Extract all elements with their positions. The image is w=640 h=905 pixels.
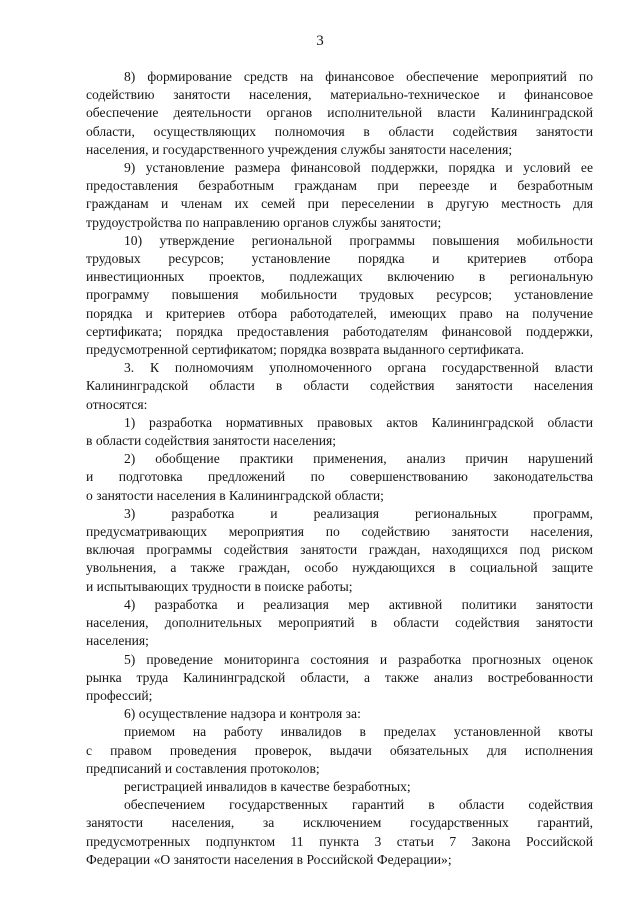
text-line: 4) разработка и реализация мер активной политики занятости (124, 596, 593, 612)
text-line: Федерации «О занятости населения в Российской Федерации»; (86, 851, 452, 867)
text-line: гражданам и членам их семей при переселении в другую местность для (86, 196, 593, 212)
text-line: предусмотренной сертификатом; порядка возврата выданного сертификата. (86, 342, 524, 358)
text-line: 5) проведение мониторинга состояния и разработка прогнозных оценок (124, 651, 593, 667)
text-line: 8) формирование средств на финансовое обеспечение мероприятий по (124, 69, 593, 84)
text-line: Калининградской области в области содействия занятости населения (86, 378, 593, 394)
text-line: в области содействия занятости населения; (86, 433, 337, 449)
text-line: обеспечение деятельности органов исполнительной власти Калининградской (86, 105, 593, 121)
paragraph (86, 723, 593, 778)
text-line: включая программы содействия занятости граждан, находящихся под риском (86, 542, 593, 558)
text-line: занятости населения, за исключением государственных гарантий, (86, 815, 593, 831)
paragraph (86, 359, 593, 414)
text-line: 6) осуществление надзора и контроля за: (124, 706, 361, 722)
text-line: 3) разработка и реализация региональных программ, (124, 505, 593, 521)
paragraph (86, 505, 593, 596)
text-line: сертификата; порядка предоставления работодателям финансовой поддержки, (86, 323, 593, 339)
text-line: области, осуществляющих полномочия в области содействия занятости (86, 123, 593, 139)
text-line: трудовых ресурсов; установление порядка и критериев отбора (86, 251, 593, 267)
text-line: предоставления безработным гражданам при переезде и безработным (86, 178, 593, 194)
text-line: населения, и государственного учреждения службы занятости населения; (86, 141, 513, 157)
text-line: содействию занятости населения, материально-техническое и финансовое (86, 87, 593, 103)
document-body (86, 68, 593, 869)
text-line: 3. К полномочиям уполномоченного органа государственной власти (124, 360, 593, 376)
text-line: обеспечением государственных гарантий в области содействия (124, 797, 593, 813)
text-line: приемом на работу инвалидов в пределах установленной квоты (124, 724, 593, 740)
text-line: относятся: (86, 396, 148, 412)
paragraph (86, 450, 593, 505)
text-line: трудоустройства по направлению органов службы занятости; (86, 214, 442, 230)
paragraph (86, 778, 593, 796)
text-line: 1) разработка нормативных правовых актов Калининградской области (124, 414, 593, 430)
text-line: порядка и критериев отбора работодателей, имеющих право на получение (86, 305, 593, 321)
text-line: предусматривающих мероприятия по содействию занятости населения, (86, 524, 593, 540)
text-line: увольнения, а также граждан, особо нуждающихся в социальной защите (86, 560, 593, 576)
paragraph (86, 414, 593, 450)
text-line: 9) установление размера финансовой поддержки, порядка и условий ее (124, 160, 593, 176)
text-line: программу повышения мобильности трудовых ресурсов; установление (86, 287, 593, 303)
text-line: населения, дополнительных мероприятий в области содействия занятости (86, 615, 593, 631)
text-line: и подготовка предложений по совершенствованию законодательства (86, 469, 593, 485)
text-line: профессий; (86, 687, 153, 703)
paragraph (86, 651, 593, 706)
paragraph (86, 796, 593, 869)
paragraph (86, 232, 593, 359)
text-line: инвестиционных проектов, подлежащих включению в региональную (86, 269, 593, 285)
page-number: 3 (316, 33, 324, 49)
paragraph (86, 159, 593, 232)
text-line: и испытывающих трудности в поиске работы; (86, 578, 353, 594)
text-line: рынка труда Калининградской области, а также анализ востребованности (86, 669, 593, 685)
text-line: о занятости населения в Калининградской области; (86, 487, 384, 503)
text-line: с правом проведения проверок, выдачи обязательных для исполнения (86, 742, 593, 758)
paragraph (86, 596, 593, 651)
paragraph (86, 705, 593, 723)
text-line: предписаний и составления протоколов; (86, 760, 320, 776)
text-line: 10) утверждение региональной программы повышения мобильности (124, 232, 593, 248)
text-line: регистрацией инвалидов в качестве безработных; (124, 778, 411, 794)
text-line: предусмотренных подпунктом 11 пункта 3 статьи 7 Закона Российской (86, 833, 593, 849)
text-line: населения; (86, 633, 149, 649)
text-line: 2) обобщение практики применения, анализ причин нарушений (124, 451, 593, 467)
paragraph (86, 68, 593, 159)
